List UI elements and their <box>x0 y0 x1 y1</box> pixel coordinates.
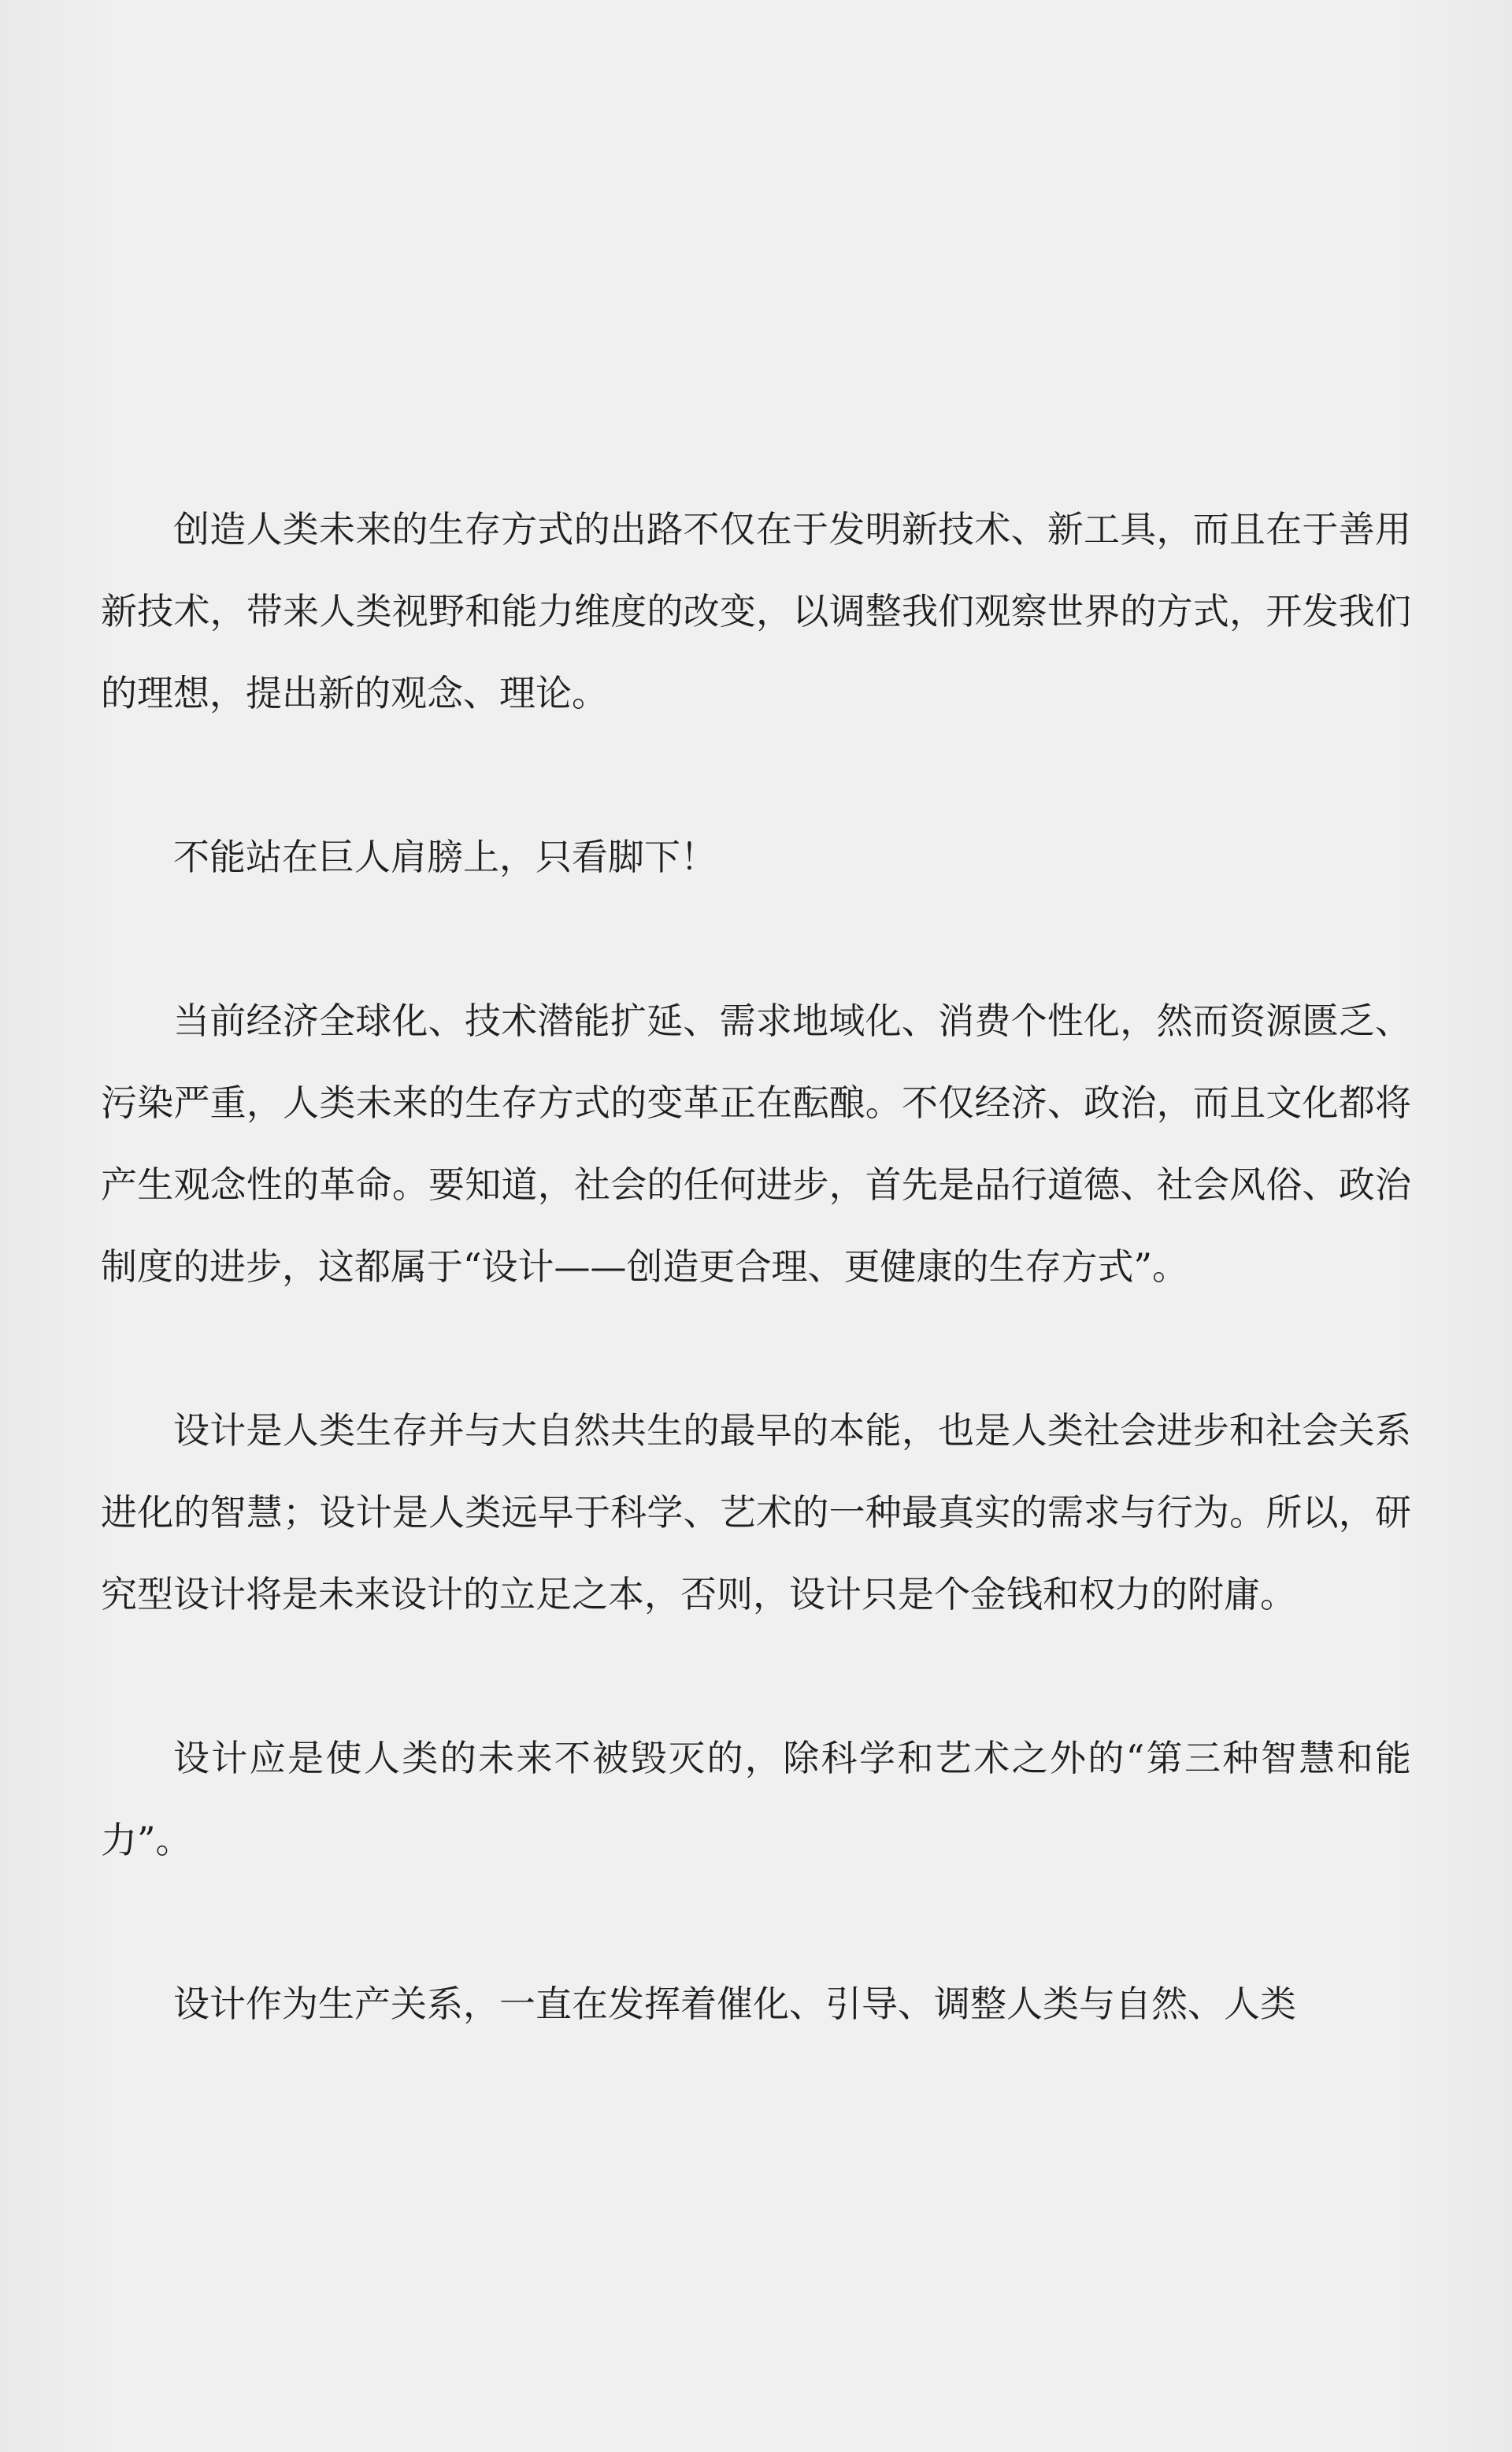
page-body <box>101 488 1411 2045</box>
paragraph-2: 不能站在巨人肩膀上，只看脚下！ <box>173 836 717 878</box>
paragraph-1: 创造人类未来的生存方式的出路不仅在于发明新技术、新工具，而且在于善用新技术，带来人类视野和能力维度的改变，以调整我们观察世界的方式，开发我们的理想，提出新的观念、理论。 <box>101 508 1411 714</box>
paragraph-5: 设计应是使人类的未来不被毁灭的，除科学和艺术之外的“第三种智慧和能力”。 <box>101 1737 1411 1861</box>
paragraph-6: 设计作为生产关系，一直在发挥着催化、引导、调整人类与自然、人类 <box>173 1983 1296 2025</box>
paragraph-4: 设计是人类生存并与大自然共生的最早的本能，也是人类社会进步和社会关系进化的智慧；设计是人类远早于科学、艺术的一种最真实的需求与行为。所以，研究型设计将是未来设计的立足之本，否则，设计只是个金钱和权力的附庸。 <box>101 1409 1411 1616</box>
paragraph-3: 当前经济全球化、技术潜能扩延、需求地域化、消费个性化，然而资源匮乏、污染严重，人类未来的生存方式的变革正在酝酿。不仅经济、政治，而且文化都将产生观念性的革命。要知道，社会的任何进步，首先是品行道德、社会风俗、政治制度的进步，这都属于“设计——创造更合理、更健康的生存方式”。 <box>101 1000 1411 1288</box>
